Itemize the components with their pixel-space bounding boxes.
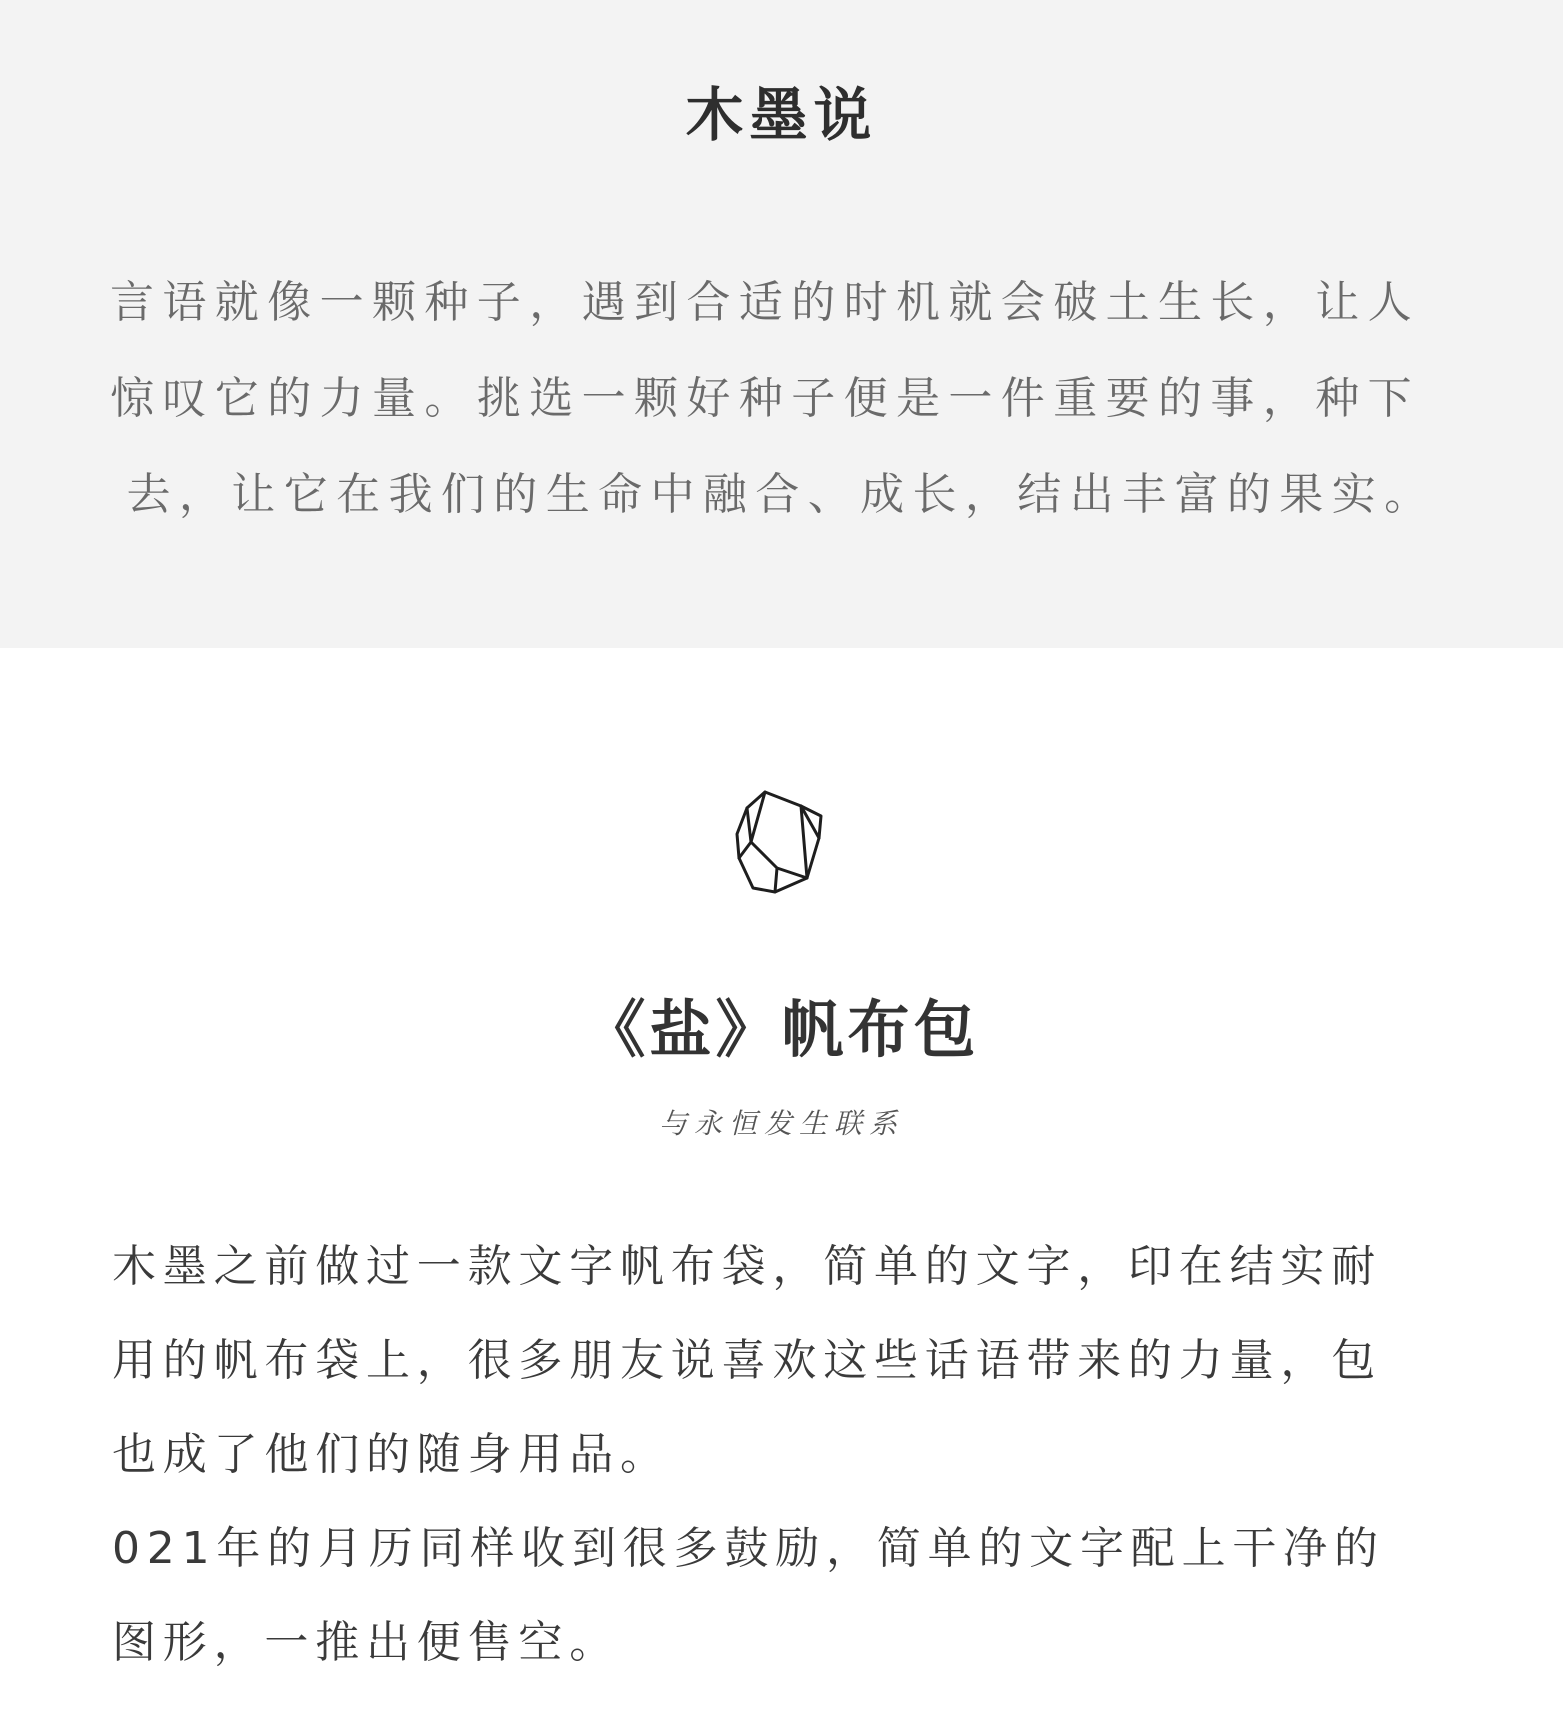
intro-line: 言语就像一颗种子，遇到合适的时机就会破土生长，让人 (110, 277, 1420, 328)
body-line: 木墨之前做过一款文字帆布袋，简单的文字，印在结实耐 (112, 1241, 1382, 1292)
body-line: 也成了他们的随身用品。 (112, 1429, 671, 1480)
title-open-bracket: 《 (583, 993, 650, 1066)
crystal-stone-icon (731, 786, 829, 896)
intro-title: 木墨说 (685, 81, 878, 149)
title-rest: 帆布包 (781, 993, 980, 1066)
title-name: 盐 (649, 993, 716, 1066)
body-line: 021年的月历同样收到很多鼓励，简单的文字配上干净的 (112, 1523, 1385, 1574)
intro-line: 惊叹它的力量。挑选一颗好种子便是一件重要的事，种下 (110, 373, 1420, 424)
intro-paragraph (110, 262, 1453, 550)
intro-line: 去，让它在我们的生命中融合、成长，结出丰富的果实。 (126, 469, 1437, 520)
intro-section (0, 0, 1563, 648)
body-paragraph (112, 1220, 1542, 1690)
body-line: 用的帆布袋上，很多朋友说喜欢这些话语带来的力量，包 (112, 1335, 1382, 1386)
body-line: 图形，一推出便售空。 (112, 1617, 620, 1668)
product-title (0, 980, 1563, 1069)
title-close-bracket: 》 (715, 993, 782, 1066)
handwritten-subtitle: 与永恒发生联系 (658, 1107, 904, 1140)
